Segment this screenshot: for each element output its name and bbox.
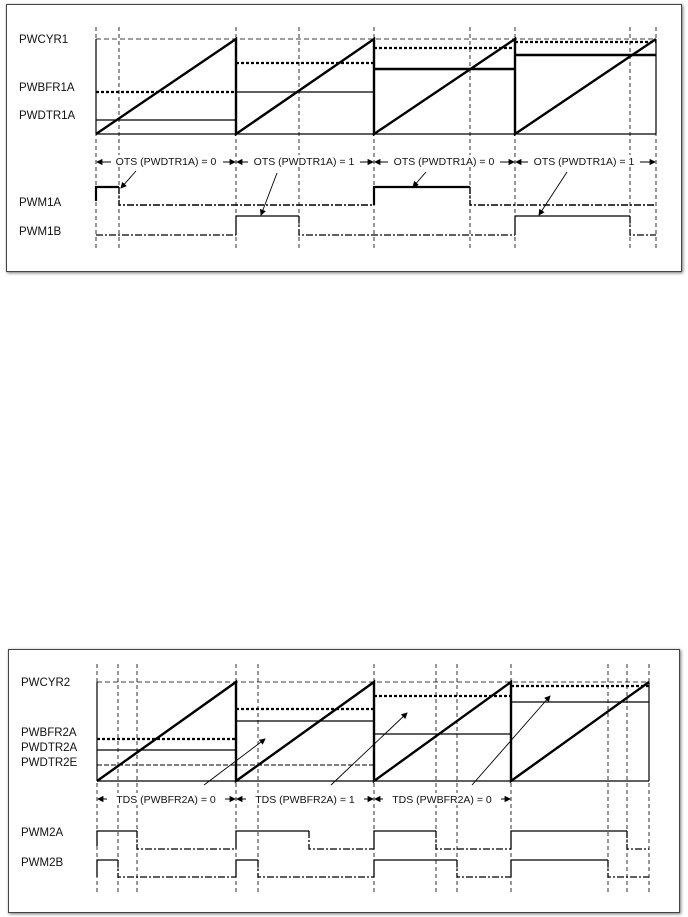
- pwm2a-high-3: [374, 831, 436, 849]
- label-pwcyr1: PWCYR1: [19, 34, 69, 46]
- pwm2b-high-3: [374, 860, 457, 877]
- label-pwbfr2a: PWBFR2A: [21, 727, 77, 739]
- pointer-arrow: [413, 172, 426, 187]
- pwm1b-waveform: [96, 216, 656, 235]
- label-pwdtr2a: PWDTR2A: [21, 742, 78, 754]
- timing-diagram-2: [8, 649, 680, 913]
- pwm2b-low-3: [457, 860, 511, 877]
- pwm2a-low-1: [137, 831, 236, 849]
- pointer-arrow: [204, 739, 265, 785]
- pwm2b-high-1: [97, 860, 118, 877]
- pointer-arrow: [539, 172, 567, 215]
- timing-diagram-2-svg: [9, 650, 679, 912]
- pwm1b-low-2: [299, 216, 515, 235]
- timing-diagram-1-svg: [7, 5, 681, 271]
- pwm2a-waveform: [97, 831, 649, 849]
- pointer-arrows-upper: [204, 696, 550, 785]
- pwm1b-low-3: [630, 216, 656, 235]
- pwm2b-low-2: [258, 860, 374, 877]
- pointer-arrow: [331, 713, 407, 785]
- pointer-arrows: [121, 171, 567, 215]
- pwm2a-low-2: [309, 831, 374, 849]
- period-label-4: OTS (PWDTR1A) = 1: [533, 156, 635, 168]
- label-pwcyr2: PWCYR2: [21, 677, 71, 689]
- pwm1b-high-1: [236, 216, 299, 235]
- label-pwm2a: PWM2A: [21, 827, 64, 839]
- pwm2a-low-4: [627, 831, 649, 849]
- vertical-guides: [96, 27, 656, 248]
- label-pwm1a: PWM1A: [19, 197, 62, 209]
- pwm2a-low-3: [436, 831, 511, 849]
- pwm1a-high-1: [96, 187, 119, 201]
- pwm2b-waveform: [97, 860, 649, 877]
- pwm1b-high-2: [515, 216, 630, 235]
- pwm1a-low-2: [470, 187, 656, 205]
- pwm1a-waveform: [96, 187, 656, 205]
- period-label-1: TDS (PWBFR2A) = 0: [116, 794, 216, 806]
- pointer-arrow: [121, 171, 136, 188]
- sawtooth-ramp: [97, 682, 649, 781]
- pwm2a-high-1: [97, 831, 137, 846]
- label-pwdtr1a: PWDTR1A: [19, 110, 76, 122]
- pointer-arrow: [261, 173, 277, 215]
- pwm1a-low-1: [119, 187, 374, 205]
- period-label-2: OTS (PWDTR1A) = 1: [253, 156, 355, 168]
- label-pwdtr2e: PWDTR2E: [21, 757, 78, 769]
- label-pwbfr1a: PWBFR1A: [19, 82, 75, 94]
- pwm2b-high-2: [236, 860, 258, 877]
- pwm2b-high-4: [511, 860, 608, 877]
- label-pwm1b: PWM1B: [19, 226, 62, 238]
- period-label-1: OTS (PWDTR1A) = 0: [115, 156, 217, 168]
- pwm2b-low-4: [608, 860, 649, 877]
- label-pwm2b: PWM2B: [21, 857, 64, 869]
- period-label-2: TDS (PWBFR2A) = 1: [255, 794, 355, 806]
- period-labels: [111, 155, 640, 168]
- pwm1a-high-2: [374, 187, 470, 205]
- period-label-3: OTS (PWDTR1A) = 0: [393, 156, 495, 168]
- buffer-levels: [96, 42, 656, 92]
- pwm2b-low-1: [118, 860, 236, 877]
- pwm2a-high-2: [236, 831, 309, 849]
- pwm2a-high-4: [511, 831, 627, 849]
- period-label-3: TDS (PWBFR2A) = 0: [392, 794, 492, 806]
- counter-sawtooth: [97, 682, 649, 781]
- period-labels: [107, 793, 501, 806]
- timing-diagram-1: [6, 4, 682, 272]
